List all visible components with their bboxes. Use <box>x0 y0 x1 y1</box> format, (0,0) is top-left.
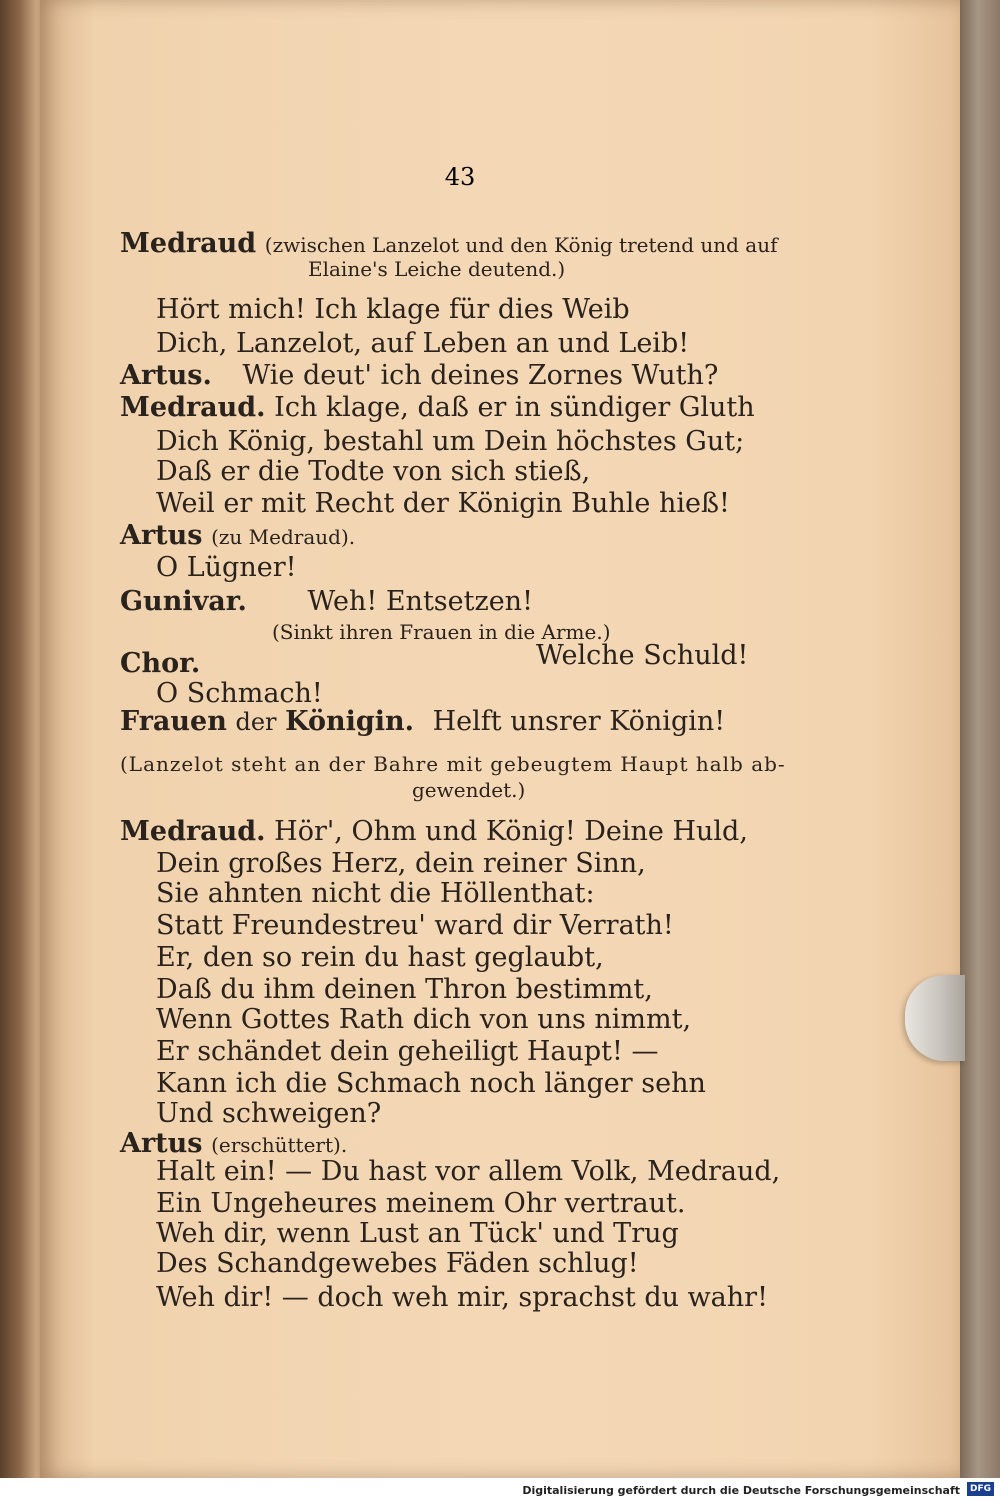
speaker-name-connector: der <box>235 708 277 736</box>
right-binding-edge <box>960 0 1000 1478</box>
text-line <box>120 522 355 549</box>
speaker-name: Medraud. <box>120 816 266 847</box>
speaker-name: Gunivar. <box>120 586 247 617</box>
verse-text: Helft unsrer Königin! <box>432 706 726 737</box>
stage-direction: (Sinkt ihren Frauen in die Arme.) <box>272 620 611 644</box>
speaker-name: Artus <box>120 1128 203 1159</box>
verse-line: Dich, Lanzelot, auf Leben an und Leib! <box>156 328 690 359</box>
text-line <box>120 1130 347 1157</box>
text-line <box>120 818 748 845</box>
verse-text: Hör', Ohm und König! Deine Huld, <box>274 816 748 847</box>
verse-line: Daß er die Todte von sich stieß, <box>156 456 591 487</box>
verse-line: Dich König, bestahl um Dein höchstes Gut; <box>156 426 745 457</box>
footer-bar <box>0 1478 1000 1505</box>
verse-line: O Schmach! <box>156 678 323 709</box>
stage-direction: (Lanzelot steht an der Bahre mit gebeugtem Haupt halb ab- <box>120 752 786 776</box>
verse-line: Er, den so rein du hast geglaubt, <box>156 942 604 973</box>
funding-notice: Digitalisierung gefördert durch die Deutsche Forschungsgemeinschaft <box>522 1484 960 1497</box>
page-number: 43 <box>444 163 476 191</box>
stage-direction: (erschüttert). <box>211 1133 348 1157</box>
stage-direction: gewendet.) <box>412 778 526 802</box>
text-line <box>120 394 755 421</box>
verse-line: O Lügner! <box>156 552 297 583</box>
verse-line: Statt Freundestreu' ward dir Verrath! <box>156 910 674 941</box>
text-line <box>120 708 725 735</box>
verse-line: Halt ein! — Du hast vor allem Volk, Medraud, <box>156 1156 781 1187</box>
speaker-name: Artus <box>120 520 203 551</box>
verse-line: Weh dir, wenn Lust an Tück' und Trug <box>156 1218 679 1249</box>
verse-line: Sie ahnten nicht die Höllenthat: <box>156 878 595 909</box>
verse-line: Daß du ihm deinen Thron bestimmt, <box>156 974 653 1005</box>
verse-line: Welche Schuld! <box>536 640 749 671</box>
verse-text: Ich klage, daß er in sündiger Gluth <box>274 392 755 423</box>
text-line <box>120 650 200 677</box>
verse-line: Des Schandgewebes Fäden schlug! <box>156 1248 639 1279</box>
text-line <box>120 230 778 257</box>
text-line <box>120 588 533 615</box>
verse-line: Hört mich! Ich klage für dies Weib <box>156 294 630 325</box>
verse-text: Wie deut' ich deines Zornes Wuth? <box>242 360 719 391</box>
verse-line: Weil er mit Recht der Königin Buhle hieß! <box>156 488 730 519</box>
stage-direction: (zu Medraud). <box>211 525 356 549</box>
stage-direction: Elaine's Leiche deutend.) <box>308 257 566 281</box>
speaker-name: Medraud <box>120 228 257 259</box>
verse-line: Er schändet dein geheiligt Haupt! — <box>156 1036 659 1067</box>
speaker-name: Medraud. <box>120 392 266 423</box>
verse-line: Ein Ungeheures meinem Ohr vertraut. <box>156 1188 686 1219</box>
verse-line: Kann ich die Schmach noch länger sehn <box>156 1068 706 1099</box>
speaker-name: Chor. <box>120 648 201 679</box>
verse-text: Weh! Entsetzen! <box>307 586 533 617</box>
speaker-name: Frauen <box>120 706 227 737</box>
stage-direction: (zwischen Lanzelot und den König tretend und auf <box>264 233 778 257</box>
speaker-name: Königin. <box>285 706 415 737</box>
dfg-logo: DFG <box>967 1482 994 1496</box>
verse-line: Weh dir! — doch weh mir, sprachst du wahr! <box>156 1282 768 1313</box>
text-line <box>120 362 718 389</box>
verse-line: Dein großes Herz, dein reiner Sinn, <box>156 848 646 879</box>
verse-line: Wenn Gottes Rath dich von uns nimmt, <box>156 1004 692 1035</box>
verse-line: Und schweigen? <box>156 1098 382 1129</box>
speaker-name: Artus. <box>120 360 212 391</box>
